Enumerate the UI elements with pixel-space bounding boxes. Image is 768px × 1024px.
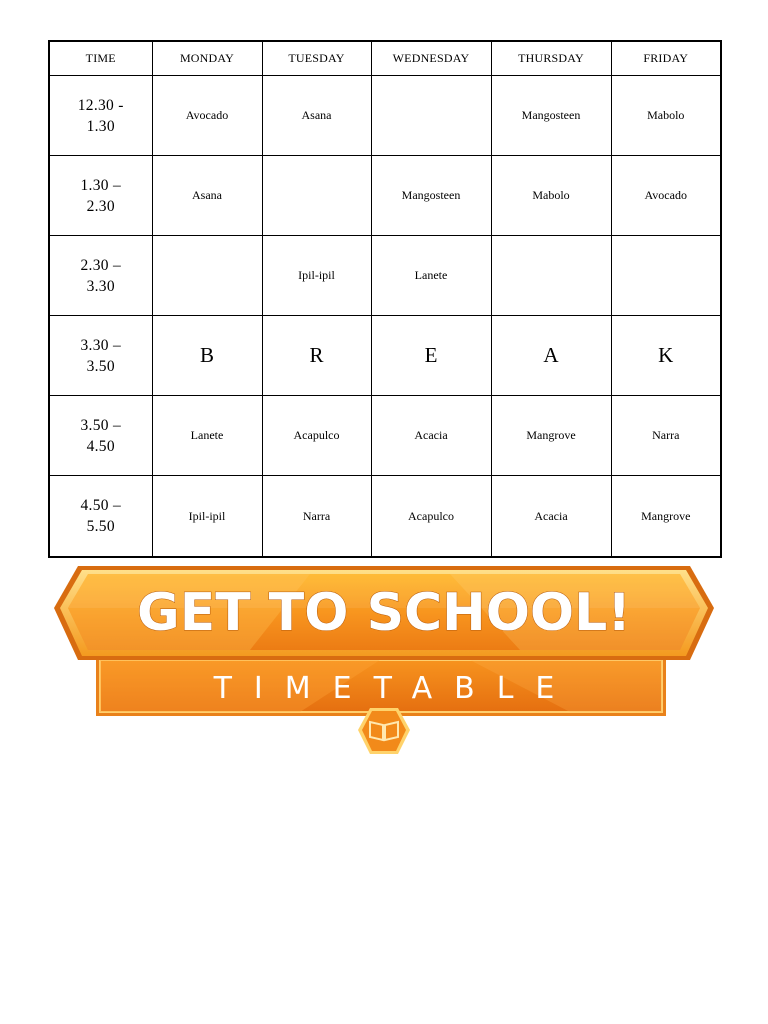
- header-thursday: THURSDAY: [491, 41, 611, 76]
- time-end: 4.50: [86, 437, 115, 455]
- time-cell: [49, 396, 152, 476]
- thursday-cell: Mabolo: [491, 156, 611, 236]
- break-letter-cell: E: [371, 316, 491, 396]
- monday-cell: Asana: [152, 156, 262, 236]
- time-start: 2.30 –: [80, 256, 122, 274]
- friday-cell: Narra: [611, 396, 721, 476]
- time-cell: [49, 76, 152, 156]
- tuesday-cell: Acapulco: [262, 396, 371, 476]
- monday-cell: Ipil-ipil: [152, 476, 262, 558]
- timetable: [48, 40, 722, 558]
- break-letter-cell: A: [491, 316, 611, 396]
- friday-cell: Mangrove: [611, 476, 721, 558]
- friday-cell: [611, 236, 721, 316]
- header-wednesday: WEDNESDAY: [371, 41, 491, 76]
- time-end: 3.30: [86, 277, 115, 295]
- break-letter-cell: R: [262, 316, 371, 396]
- break-row: [49, 316, 721, 396]
- time-end: 1.30: [86, 117, 115, 135]
- time-start: 3.50 –: [80, 416, 122, 434]
- time-start: 12.30 -: [77, 96, 124, 114]
- thursday-cell: Acacia: [491, 476, 611, 558]
- table-row: [49, 76, 721, 156]
- monday-cell: Avocado: [152, 76, 262, 156]
- thursday-cell: Mangosteen: [491, 76, 611, 156]
- wednesday-cell: Acapulco: [371, 476, 491, 558]
- break-letter-cell: K: [611, 316, 721, 396]
- header-friday: FRIDAY: [611, 41, 721, 76]
- time-cell: [49, 156, 152, 236]
- time-cell: [49, 236, 152, 316]
- break-letter-cell: B: [152, 316, 262, 396]
- time-end: 2.30: [86, 197, 115, 215]
- time-start: 1.30 –: [80, 176, 122, 194]
- monday-cell: [152, 236, 262, 316]
- time-start: 3.30 –: [80, 336, 122, 354]
- get-to-school-banner: [50, 560, 718, 760]
- table-row: [49, 396, 721, 476]
- table-row: [49, 476, 721, 558]
- wednesday-cell: Lanete: [371, 236, 491, 316]
- banner-title: GET TO SCHOOL!: [137, 583, 631, 643]
- time-cell: [49, 476, 152, 558]
- time-start: 4.50 –: [80, 497, 122, 514]
- wednesday-cell: [371, 76, 491, 156]
- friday-cell: Mabolo: [611, 76, 721, 156]
- friday-cell: Avocado: [611, 156, 721, 236]
- time-end: 3.50: [86, 357, 115, 375]
- table-row: [49, 236, 721, 316]
- thursday-cell: [491, 236, 611, 316]
- wednesday-cell: Acacia: [371, 396, 491, 476]
- tuesday-cell: Narra: [262, 476, 371, 558]
- header-time: TIME: [49, 41, 152, 76]
- wednesday-cell: Mangosteen: [371, 156, 491, 236]
- banner-subtitle: TIMETABLE: [213, 671, 577, 706]
- header-monday: MONDAY: [152, 41, 262, 76]
- tuesday-cell: Asana: [262, 76, 371, 156]
- table-row: [49, 156, 721, 236]
- header-row: [49, 41, 721, 76]
- time-cell: [49, 316, 152, 396]
- tuesday-cell: Ipil-ipil: [262, 236, 371, 316]
- header-tuesday: TUESDAY: [262, 41, 371, 76]
- time-end: 5.50: [86, 518, 115, 535]
- tuesday-cell: [262, 156, 371, 236]
- thursday-cell: Mangrove: [491, 396, 611, 476]
- monday-cell: Lanete: [152, 396, 262, 476]
